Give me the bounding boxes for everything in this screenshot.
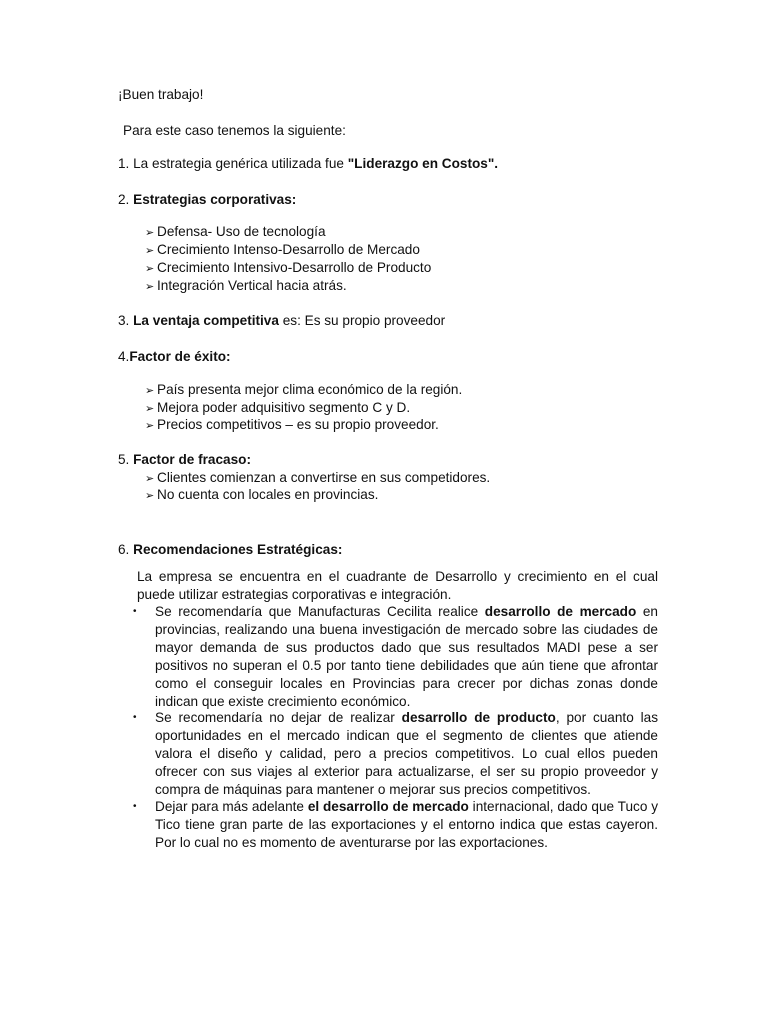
list-item-text: Integración Vertical hacia atrás. — [157, 278, 347, 293]
section-2-number: 2. — [118, 192, 134, 207]
recommendation-2-rest: , por cuanto las oportunidades en el mercado indican que el segmento de clientes que atiende valora el diseño y calidad, pero a precios competitivos. Lo cual ellos pueden ofrecer con sus viajes al exterior para actualizarse, el ser su propio proveedor y compra de máquinas para mantener o mejorar sus precios competitivos. — [155, 710, 658, 797]
recommendation-3-text: Dejar para más adelante — [155, 799, 308, 814]
recommendation-3 — [155, 798, 658, 852]
section-1-bold: "Liderazgo en Costos". — [347, 156, 499, 171]
section-3-number: 3. — [118, 313, 134, 328]
section-5-title: Factor de fracaso: — [133, 452, 251, 467]
section-1 — [118, 155, 498, 173]
section-2-heading — [118, 191, 296, 209]
section-4-title: Factor de éxito: — [129, 349, 231, 364]
dot-bullet-icon: • — [133, 801, 137, 812]
section-4-number: 4. — [118, 349, 130, 364]
recommendation-2-bold: desarrollo de producto — [401, 710, 556, 725]
list-item — [145, 486, 378, 505]
arrowhead-bullet-icon: ➢ — [145, 281, 155, 293]
section-2-title: Estrategias corporativas: — [133, 192, 297, 207]
recommendation-1 — [155, 603, 658, 711]
section-6-number: 6. — [118, 542, 134, 557]
section-3 — [118, 312, 445, 330]
arrowhead-bullet-icon: ➢ — [145, 245, 155, 257]
list-item — [145, 223, 326, 242]
arrowhead-bullet-icon: ➢ — [145, 403, 155, 415]
list-item-text: Mejora poder adquisitivo segmento C y D. — [157, 400, 411, 415]
arrowhead-bullet-icon: ➢ — [145, 227, 155, 239]
list-item-text: País presenta mejor clima económico de la región. — [157, 382, 463, 397]
list-item — [145, 416, 439, 435]
section-5-heading — [118, 451, 251, 469]
arrowhead-bullet-icon: ➢ — [145, 420, 155, 432]
list-item-text: Clientes comienzan a convertirse en sus competidores. — [157, 470, 491, 485]
intro-line: Para este caso tenemos la siguiente: — [123, 123, 346, 138]
dot-bullet-icon: • — [133, 606, 137, 617]
list-item-text: Crecimiento Intenso-Desarrollo de Mercado — [157, 242, 420, 257]
arrowhead-bullet-icon: ➢ — [145, 385, 155, 397]
recommendations-intro: La empresa se encuentra en el cuadrante de Desarrollo y crecimiento en el cual puede utilizar estrategias corporativas e integración. — [137, 569, 658, 602]
section-1-text: 1. La estrategia genérica utilizada fue — [118, 156, 348, 171]
list-item — [145, 259, 431, 278]
recommendation-3-bold: el desarrollo de mercado — [307, 799, 469, 814]
list-item-text: Crecimiento Intensivo-Desarrollo de Producto — [157, 260, 432, 275]
list-item — [145, 381, 462, 400]
list-item-text: Defensa- Uso de tecnología — [157, 224, 326, 239]
list-item — [145, 277, 347, 296]
section-4-heading — [118, 348, 231, 366]
arrowhead-bullet-icon: ➢ — [145, 473, 155, 485]
list-item-text: Precios competitivos – es su propio proveedor. — [157, 417, 439, 432]
recommendation-3-rest: internacional, dado que Tuco y Tico tiene gran parte de las exportaciones y el entorno indica que estas cayeron. Por lo cual no es momento de aventurarse por las exportaciones. — [155, 799, 658, 850]
section-6-heading — [118, 541, 342, 559]
greeting: ¡Buen trabajo! — [118, 87, 204, 102]
recommendation-2 — [155, 709, 658, 799]
list-item-text: No cuenta con locales en provincias. — [157, 487, 379, 502]
section-3-bold: La ventaja competitiva — [133, 313, 279, 328]
section-5-number: 5. — [118, 452, 134, 467]
section-3-text: es: Es su propio proveedor — [278, 313, 446, 328]
recommendation-2-text: Se recomendaría no dejar de realizar — [155, 710, 402, 725]
arrowhead-bullet-icon: ➢ — [145, 263, 155, 275]
dot-bullet-icon: • — [133, 712, 137, 723]
recommendation-1-text: Se recomendaría que Manufacturas Cecilita realice — [155, 604, 485, 619]
recommendation-1-bold: desarrollo de mercado — [484, 604, 637, 619]
section-6-title: Recomendaciones Estratégicas: — [133, 542, 343, 557]
arrowhead-bullet-icon: ➢ — [145, 490, 155, 502]
recommendation-1-rest: en provincias, realizando una buena investigación de mercado sobre las ciudades de mayor demanda de sus productos dado que sus resultados MADI pese a ser positivos no superan el 0.5 por tanto tiene debilidades que aún tiene que afrontar como el conseguir locales en Provincias para crecer por dichas zonas donde indican que existe crecimiento económico. — [155, 604, 658, 709]
list-item — [145, 241, 420, 260]
